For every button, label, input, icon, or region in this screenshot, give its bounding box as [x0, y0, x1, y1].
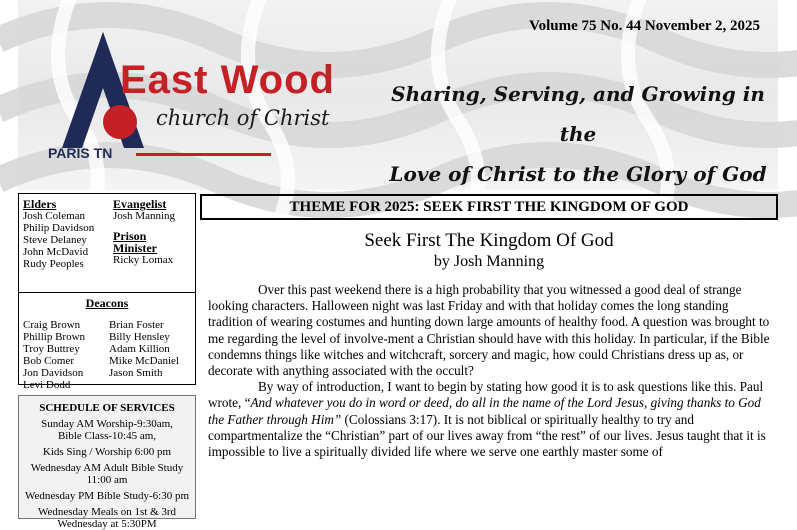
- schedule-line: Sunday AM Worship-9:30am,: [41, 418, 173, 430]
- schedule-line: Wednesday PM Bible Study-6:30 pm: [24, 490, 190, 502]
- elders-column: [23, 198, 113, 270]
- ministers-column: [113, 198, 191, 270]
- schedule-line: Kids Sing / Worship 6:00 pm: [42, 446, 172, 458]
- deacons-column-right: [109, 319, 179, 391]
- deacon-name: Adam Killion: [109, 343, 170, 355]
- paragraph-text: By way of introduction, I want to begin by stating how good it is to ask questions like this. Paul wrote, “: [208, 379, 764, 411]
- article: [208, 230, 770, 460]
- staff-box: [18, 193, 196, 293]
- deacons-box: [18, 293, 196, 391]
- schedule-line: Wednesday AM Adult Bible Study: [30, 462, 184, 474]
- article-byline: by Josh Manning: [433, 253, 545, 270]
- deacon-name: Billy Hensley: [109, 331, 170, 343]
- church-location: PARIS TN: [48, 145, 113, 161]
- elder-name: Philip Davidson: [23, 222, 95, 234]
- tagline: [383, 74, 773, 194]
- deacon-name: Bob Comer: [23, 355, 75, 367]
- article-paragraph-2: [208, 379, 770, 460]
- church-subtitle: church of Christ: [156, 106, 330, 130]
- prison-minister-name: Ricky Lomax: [113, 254, 174, 266]
- schedule-line: Bible Class-10:45 am,: [57, 430, 157, 442]
- evangelist-heading: Evangelist: [113, 197, 167, 211]
- sidebar: [18, 193, 196, 530]
- schedule-line: Wednesday Meals on 1st & 3rd: [37, 506, 177, 518]
- elder-name: Rudy Peoples: [23, 258, 84, 270]
- volume-issue-date: Volume 75 No. 44 November 2, 2025: [529, 18, 760, 34]
- church-name: East Wood: [120, 58, 335, 102]
- article-title: Seek First The Kingdom Of God: [364, 230, 614, 251]
- evangelist-name: Josh Manning: [113, 210, 176, 222]
- tagline-line-1: Sharing, Serving, and Growing in the: [391, 82, 765, 146]
- deacon-name: Phillip Brown: [23, 331, 86, 343]
- deacon-name: Brian Foster: [109, 319, 164, 331]
- schedule-heading: SCHEDULE OF SERVICES: [39, 402, 175, 414]
- article-paragraph-1: Over this past weekend there is a high probability that you witnessed a good deal of strange looking characters. Halloween night was last Friday and with that holiday comes the long standing tradition of wearing costumes and hunting down large amounts of healthy food. A question was brought to me regarding the level of involve-ment a Christian should have with this holiday. In particular, if the Bible condemns things like witches and witchcraft, sorcery and magic, how could Christians dress up as, or decorate with anything associated with the occult?: [208, 282, 770, 379]
- tagline-line-2: Love of Christ to the Glory of God: [389, 162, 767, 186]
- deacon-name: Troy Buttrey: [23, 343, 80, 355]
- masthead: [18, 0, 778, 190]
- deacon-name: Craig Brown: [23, 319, 81, 331]
- theme-banner: THEME FOR 2025: SEEK FIRST THE KINGDOM OF GOD: [200, 194, 778, 220]
- elders-heading: Elders: [23, 197, 57, 211]
- scripture-quote: And whatever you do in word or deed, do all in the name of the Lord Jesus, giving thanks to God the Father through Him”: [208, 395, 761, 427]
- elder-name: Steve Delaney: [23, 234, 87, 246]
- schedule-box: [18, 395, 196, 530]
- elder-name: John McDavid: [23, 246, 89, 258]
- deacon-name: Jason Smith: [109, 367, 163, 379]
- deacons-heading: Deacons: [85, 296, 129, 310]
- paragraph-text: (Colossians 3:17). It is not biblical or spiritually healthy to try and compartmentalize the “Christian” part of our lives away from “the rest” of our lives. Jesus taught that it is impossible to live a spiritually divided life where we serve one earthly master some of: [208, 411, 766, 460]
- deacon-name: Jon Davidson: [23, 367, 84, 379]
- prison-minister-heading: Prison Minister: [113, 229, 157, 255]
- schedule-line: 11:00 am: [86, 474, 128, 486]
- deacon-name: Mike McDaniel: [109, 355, 179, 367]
- deacons-column-left: [23, 319, 109, 391]
- elder-name: Josh Coleman: [23, 210, 86, 222]
- logo-divider: [136, 153, 271, 156]
- deacon-name: Levi Dodd: [23, 379, 71, 391]
- schedule-line: Wednesday at 5:30PM: [57, 518, 157, 530]
